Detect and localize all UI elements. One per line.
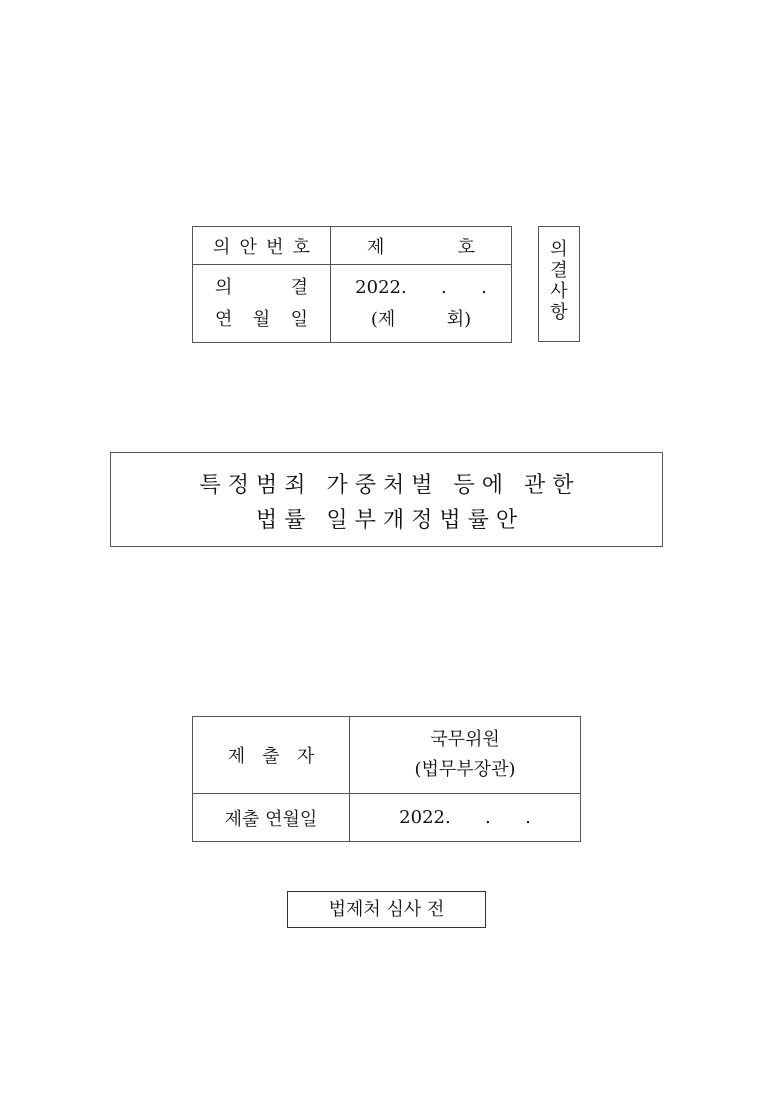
- vote-label-char: 결: [290, 276, 308, 298]
- bill-number-label-char: 번: [266, 236, 284, 258]
- resolution-char: 항: [550, 302, 568, 323]
- review-status-stamp: 법제처 심사 전: [287, 891, 486, 928]
- bill-info-table: [192, 226, 512, 343]
- proposer-table: [192, 716, 581, 842]
- vote-label-char: 월: [252, 308, 271, 330]
- resolution-char: 결: [550, 260, 568, 281]
- bill-number-label-char: 호: [292, 236, 310, 258]
- vote-label-char: 일: [290, 308, 308, 330]
- proposer-label: 제 출 자: [227, 746, 315, 767]
- bill-number-value-char: 호: [457, 236, 475, 258]
- submit-date: 2022. . .: [399, 807, 531, 828]
- bill-number-label-char: 안: [239, 236, 257, 258]
- proposer-value-cell: [350, 717, 581, 794]
- submit-date-label: 제출 연월일: [224, 808, 318, 830]
- bill-number-value-char: 제: [367, 236, 385, 258]
- bill-title-line-2: 법 률 일 부 개 정 법 률 안: [255, 508, 518, 533]
- vote-date: 2022. . .: [355, 276, 487, 298]
- resolution-char: 의: [550, 239, 568, 260]
- submit-date-value-cell: [350, 794, 581, 842]
- bill-number-label-char: 의: [213, 236, 231, 258]
- vote-label-char: 의: [215, 276, 233, 298]
- resolution-char: 사: [550, 281, 568, 302]
- bill-title-line-1: 특 정 범 죄 가 중 처 벌 등 에 관 한: [199, 473, 574, 498]
- submit-date-label-cell: [193, 794, 350, 842]
- proposer-name: 국무위원: [430, 729, 500, 750]
- bill-number-value-cell: [331, 227, 512, 265]
- vote-date-label-cell: [193, 265, 331, 343]
- resolution-box: [538, 226, 580, 342]
- proposer-label-cell: [193, 717, 350, 794]
- vote-session: (제 회): [370, 308, 472, 330]
- bill-title-box: [110, 452, 663, 547]
- bill-number-label-cell: [193, 227, 331, 265]
- vote-label-char: 연: [215, 308, 233, 330]
- proposer-ministry: (법무부장관): [414, 759, 516, 780]
- vote-date-value-cell: [331, 265, 512, 343]
